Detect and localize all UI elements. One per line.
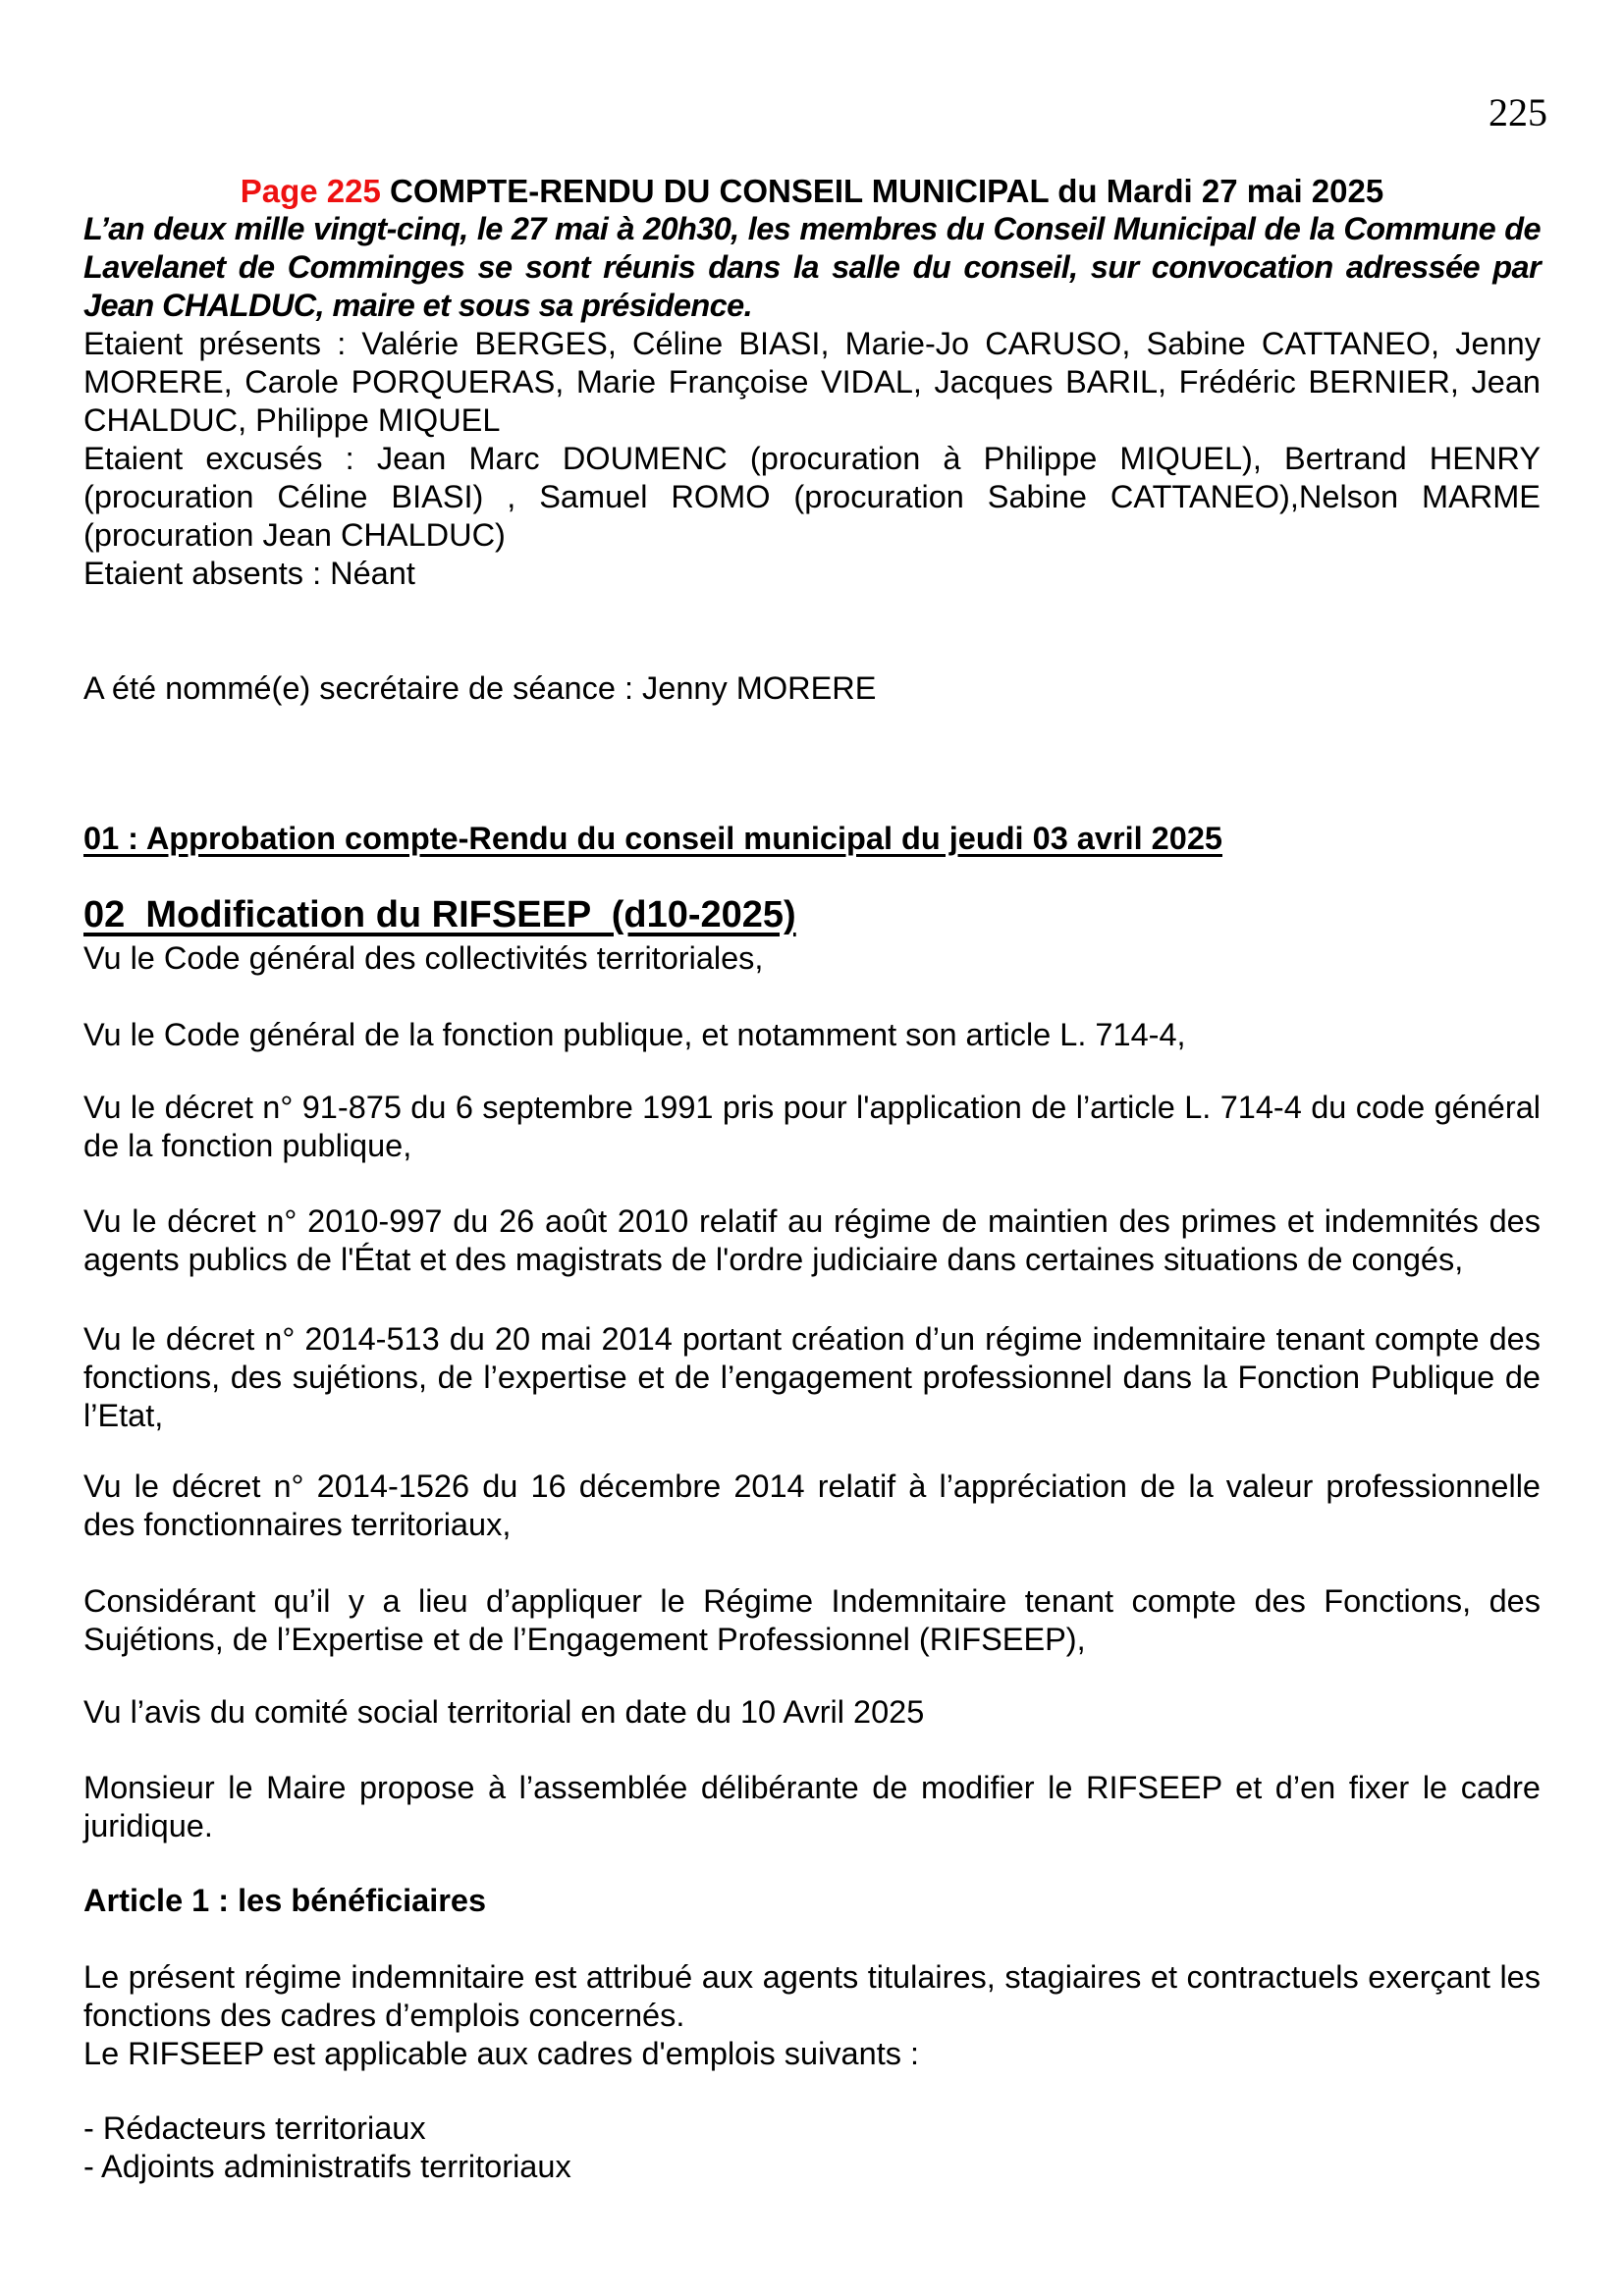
section-02-heading bbox=[83, 892, 1541, 937]
preamble-block bbox=[83, 210, 1541, 593]
body-paragraph-proposition-maire: Monsieur le Maire propose à l’assemblée délibérante de modifier le RIFSEEP et d’en fixer le cadre juridique. bbox=[83, 1770, 1541, 1843]
body-paragraph-considerant: Considérant qu’il y a lieu d’appliquer le Régime Indemnitaire tenant compte des Fonctions, des Sujétions, de l’Expertise et de l’Engagement Professionnel (RIFSEEP), bbox=[83, 1583, 1541, 1657]
body-paragraph-decret-91-875: Vu le décret n° 91-875 du 6 septembre 1991 pris pour l'application de l’article L. 714-4 du code général de la fonction publique, bbox=[83, 1090, 1541, 1163]
list-item-redacteurs: - Rédacteurs territoriaux bbox=[83, 2110, 426, 2146]
list-item-adjoints: - Adjoints administratifs territoriaux bbox=[83, 2149, 571, 2184]
secretary-line: A été nommé(e) secrétaire de séance : Jenny MORERE bbox=[83, 670, 877, 706]
article-1-heading: Article 1 : les bénéficiaires bbox=[83, 1883, 487, 1918]
body-paragraph-avis-comite: Vu l’avis du comité social territorial en date du 10 Avril 2025 bbox=[83, 1694, 925, 1730]
page-number: 225 bbox=[1489, 90, 1547, 134]
body-paragraph-vu-cgct: Vu le Code général des collectivités territoriales, bbox=[83, 940, 764, 976]
attendance-excused: Etaient excusés : Jean Marc DOUMENC (procuration à Philippe MIQUEL), Bertrand HENRY (procuration Céline BIASI) , Samuel ROMO (procuration Sabine CATTANEO),Nelson MARME (procuration Jean CHALDUC) bbox=[83, 441, 1541, 553]
article-1-applicable: Le RIFSEEP est applicable aux cadres d'emplois suivants : bbox=[83, 2036, 920, 2071]
page-title-red-label: Page 225 bbox=[240, 173, 381, 209]
page-title-text: COMPTE-RENDU DU CONSEIL MUNICIPAL du Mardi 27 mai 2025 bbox=[380, 173, 1384, 209]
session-intro-paragraph: L’an deux mille vingt-cinq, le 27 mai à 20h30, les membres du Conseil Municipal de la Commune de Lavelanet de Comminges se sont réunis dans la salle du conseil, sur convocation adressée par Jean CHALDUC, maire et sous sa présidence. bbox=[83, 211, 1541, 323]
article-1-intro: Le présent régime indemnitaire est attribué aux agents titulaires, stagiaires et contractuels exerçant les fonctions des cadres d’emplois concernés. bbox=[83, 1959, 1541, 2033]
body-paragraph-decret-2010-997: Vu le décret n° 2010-997 du 26 août 2010 relatif au régime de maintien des primes et indemnités des agents publics de l'État et des magistrats de l'ordre judiciaire dans certaines situations de congés, bbox=[83, 1203, 1541, 1277]
cadres-emplois-list bbox=[83, 2109, 1541, 2186]
article-1-body bbox=[83, 1958, 1541, 2073]
section-01-heading-text: 01 : Approbation compte-Rendu du conseil municipal du jeudi 03 avril 2025 bbox=[83, 821, 1222, 856]
body-paragraph-decret-2014-513: Vu le décret n° 2014-513 du 20 mai 2014 portant création d’un régime indemnitaire tenant compte des fonctions, des sujétions, de l’expertise et de l’engagement professionnel dans la Fonction Publique de l’Etat, bbox=[83, 1321, 1541, 1433]
body-paragraph-decret-2014-1526: Vu le décret n° 2014-1526 du 16 décembre 2014 relatif à l’appréciation de la valeur professionnelle des fonctionnaires territoriaux, bbox=[83, 1468, 1541, 1542]
body-paragraph-vu-code-fonction-publique: Vu le Code général de la fonction publique, et notamment son article L. 714-4, bbox=[83, 1017, 1186, 1052]
section-02-heading-text: 02 Modification du RIFSEEP (d10-2025) bbox=[83, 894, 796, 935]
page-title bbox=[83, 172, 1541, 210]
section-01-heading bbox=[83, 820, 1541, 858]
attendance-present: Etaient présents : Valérie BERGES, Céline BIASI, Marie-Jo CARUSO, Sabine CATTANEO, Jenny MORERE, Carole PORQUERAS, Marie Françoise VIDAL, Jacques BARIL, Frédéric BERNIER, Jean CHALDUC, Philippe MIQUEL bbox=[83, 326, 1541, 438]
attendance-absent: Etaient absents : Néant bbox=[83, 556, 415, 591]
